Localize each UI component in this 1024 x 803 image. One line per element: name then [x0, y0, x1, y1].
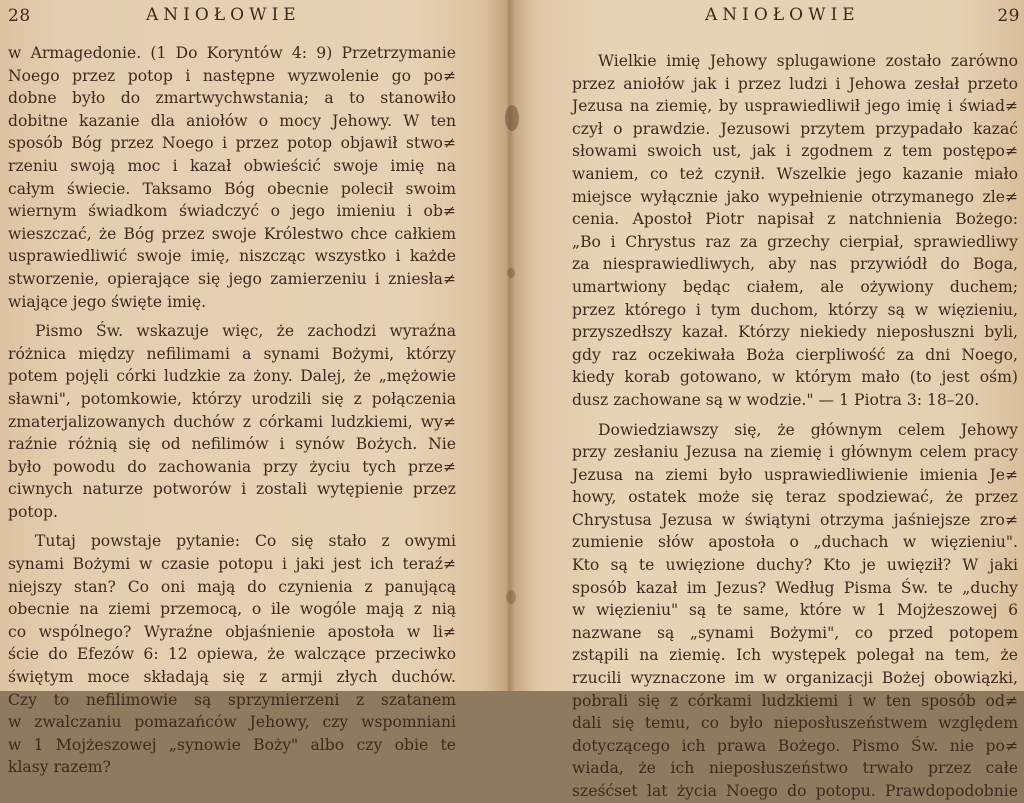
page-number: 29	[997, 6, 1020, 26]
text-line: ście do Efezów 6: 12 opiewa, że walczące przeciwko	[8, 645, 456, 664]
paragraph-gap	[8, 523, 456, 530]
text-line: potop.	[8, 502, 58, 521]
text-line: sposób kazał im Jezus? Według Pisma Św. te „duchy	[572, 578, 1018, 597]
text-line: sześćset lat życia Noego do potopu. Prawdopodobnie	[572, 782, 1018, 800]
text-line: dotyczącego ich prawa Bożego. Pismo Św. nie po≠	[572, 736, 1018, 755]
text-line: pobrali się z córkami ludzkiemi i w ten sposób od≠	[572, 691, 1018, 710]
text-line: obecnie na ziemi przemocą, o ile wogóle mają z nią	[8, 600, 456, 619]
text-line: sławni", potomkowie, którzy urodzili się z połączenia	[8, 389, 456, 408]
page-header	[8, 5, 456, 29]
text-line: synami Bożymi w czasie potopu i jaki jest ich teraź≠	[8, 555, 456, 574]
paper-stain	[505, 105, 519, 131]
text-line: różnica między nefilimami a synami Bożymi, którzy	[8, 344, 456, 363]
text-line: czył o prawdzie. Jezusowi przytem przypadało kazać	[572, 119, 1018, 138]
running-head: ANIOŁOWIE	[705, 5, 860, 25]
text-line: umartwiony będąc ciałem, ale ożywiony duchem;	[572, 277, 1018, 296]
text-line: Czy to nefilimowie są sprzymierzeni z szatanem	[8, 690, 456, 709]
text-line: stworzenie, opierające się jego zamierzeniu i zniesła≠	[8, 269, 456, 288]
text-line: Noego przez potop i następne wyzwolenie go po≠	[8, 66, 456, 85]
text-line: w Armagedonie. (1 Do Koryntów 4: 9) Przetrzymanie	[8, 44, 456, 62]
text-line: cenia. Apostoł Piotr napisał z natchnienia Bożego:	[572, 210, 1018, 229]
text-line: zstąpili na ziemię. Ich występek polegał na tem, że	[572, 646, 1018, 665]
text-line: miejsce wyłącznie jako wypełnienie otrzymanego zle≠	[572, 187, 1018, 206]
text-line: dobitne kazanie dla aniołów o mocy Jehowy. W ten	[8, 111, 456, 130]
text-line: całym świecie. Taksamo Bóg obecnie polecił swoim	[8, 179, 456, 198]
text-line: Wielkie imię Jehowy splugawione zostało zarówno	[598, 52, 1018, 70]
right-page	[572, 0, 1020, 800]
paragraph	[572, 50, 1018, 412]
text-line: Jezusa na ziemi było usprawiedliwienie imienia Je≠	[572, 465, 1018, 484]
text-line: rzeniu swoją moc i kazał obwieścić swoje imię na	[8, 156, 456, 175]
running-head: ANIOŁOWIE	[146, 5, 301, 25]
text-line: wiające jego święte imię.	[8, 292, 207, 311]
text-line: za niesprawiedliwych, aby nas przywiódł do Boga,	[572, 255, 1018, 274]
text-line: dali się temu, co było nieposłuszeństwem względem	[572, 714, 1018, 733]
text-line: klasy razem?	[8, 758, 111, 777]
text-line: dobne było do zmartwychwstania; a to stanowiło	[8, 89, 456, 108]
text-line: sposób Bóg przez Noego i przez potop objawił stwo≠	[8, 134, 456, 153]
text-line: przyszedłszy kazał. Którzy niekiedy nieposłuszni byli,	[572, 323, 1018, 342]
page-body	[572, 50, 1018, 803]
text-line: niejszy stan? Co oni mają do czynienia z panującą	[8, 577, 456, 596]
text-line: potem pojęli córki ludzkie za żony. Dalej, że „mężowie	[8, 367, 456, 386]
text-line: dusz zachowane są w wodzie." — 1 Piotra 3: 18–20.	[572, 390, 980, 409]
page-header	[572, 5, 1018, 29]
text-line: było powodu do zachowania przy życiu tych prze≠	[8, 457, 456, 476]
paragraph	[8, 42, 456, 313]
text-line: Dowiedziawszy się, że głównym celem Jehowy	[598, 420, 1018, 439]
text-line: w zwalczaniu pomazańców Jehowy, czy wspomniani	[8, 713, 456, 732]
text-line: Kto są te uwięzione duchy? Kto je uwięził? W jaki	[572, 556, 1018, 575]
text-line: co wspólnego? Wyraźne objaśnienie apostoła w li≠	[8, 622, 456, 641]
page-body	[8, 42, 456, 779]
text-line: wiada, że ich nieposłuszeństwo trwało przez całe	[572, 759, 1018, 778]
paper-stain	[506, 590, 516, 604]
text-line: zmaterjalizowanych duchów z córkami ludzkiemi, wy≠	[8, 412, 456, 431]
text-line: przy zesłaniu Jezusa na ziemię i głównym celem pracy	[572, 443, 1018, 462]
text-line: raźnie różnią się od nefilimów i synów Bożych. Nie	[8, 435, 456, 454]
text-line: wiernym świadkom świadczyć o jego imieniu i ob≠	[8, 202, 456, 221]
text-line: Pismo Św. wskazuje więc, że zachodzi wyraźna	[35, 322, 456, 341]
text-line: rzucili wyznaczone im w organizacji Bożej obowiązki,	[572, 669, 1018, 688]
text-line: Chrystusa Jezusa w świątyni otrzyma jaśniejsze zro≠	[572, 510, 1018, 529]
text-line: słowami swoich ust, jak i zgodnem z tem postępo≠	[572, 142, 1018, 161]
text-line: zumienie słów apostoła o „duchach w więzieniu".	[572, 533, 1018, 552]
text-line: przez aniołów jak i przez ludzi i Jehowa zesłał przeto	[572, 74, 1018, 93]
paragraph-gap	[572, 412, 1018, 419]
text-line: kiedy korab gotowano, w którym mało (to jest ośm)	[572, 368, 1018, 387]
text-line: wieszczać, że Bóg przez swoje Królestwo chce całkiem	[8, 224, 456, 243]
text-line: przez którego i tym duchom, którzy są w więzieniu,	[572, 300, 1018, 319]
paper-stain	[507, 268, 515, 278]
text-line: usprawiedliwić swoje imię, niszcząc wszystko i każde	[8, 247, 456, 266]
text-line: „Bo i Chrystus raz za grzechy cierpiał, sprawiedliwy	[572, 232, 1018, 251]
text-line: waniem, co też czynił. Wszelkie jego kazanie miało	[572, 164, 1018, 183]
paragraph-gap	[8, 313, 456, 320]
paragraph	[8, 320, 456, 523]
text-line: w 1 Mojżeszowej „synowie Boży" albo czy obie te	[8, 735, 456, 754]
text-line: Jezusa na ziemię, by usprawiedliwił jego imię i świad≠	[572, 97, 1018, 116]
text-line: w więzieniu" są te same, które w 1 Mojżeszowej 6	[572, 601, 1018, 620]
text-line: gdy raz oczekiwała Boża cierpliwość za dni Noego,	[572, 345, 1018, 364]
text-line: Tutaj powstaje pytanie: Co się stało z owymi	[35, 532, 456, 551]
paragraph	[572, 419, 1018, 803]
left-page	[8, 0, 456, 777]
text-line: ciwnych naturze potworów i zostali wytępienie przez	[8, 480, 456, 499]
page-number: 28	[8, 6, 31, 26]
text-line: howy, ostatek może się teraz spodziewać, że przez	[572, 488, 1018, 507]
text-line: świętym moce składają się z armji złych duchów.	[8, 668, 456, 687]
text-line: nazwane są „synami Bożymi", co przed potopem	[572, 623, 1018, 642]
paragraph	[8, 530, 456, 779]
